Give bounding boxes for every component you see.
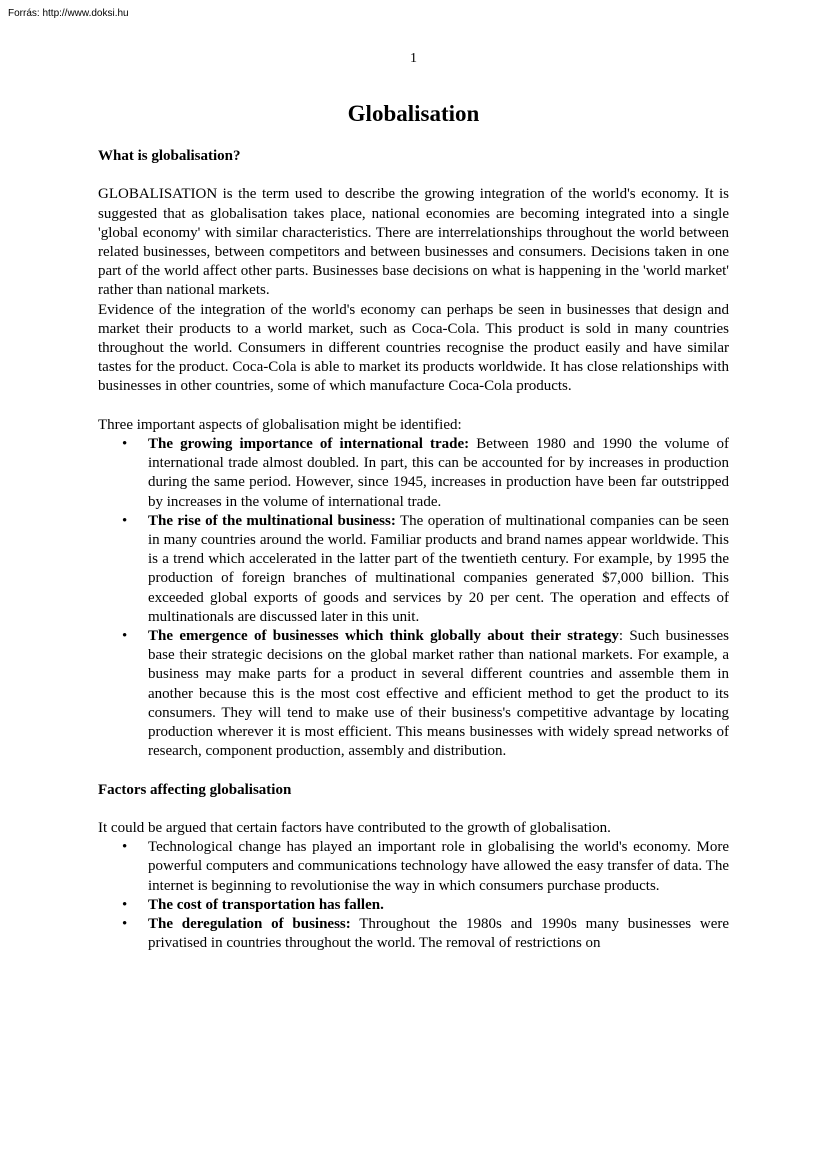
list-item bbox=[98, 627, 729, 761]
bullet-icon: • bbox=[122, 916, 128, 933]
list-item bbox=[98, 838, 729, 896]
list-item-text: : Such businesses base their strategic decisions on the global market rather than national markets. For example, a business may make parts for a product in several different countries and assemble them in another because this is the most cost effective and efficient method to get the product to its consumers. They will tend to make use of their business's competitive advantage by locating production wherever it is most efficient. This means businesses with widely spread networks of research, component production, assembly and distribution. bbox=[148, 628, 729, 760]
list-item-text: Throughout the 1980s and 1990s many businesses were privatised in countries throughout the world. The removal of restrictions on bbox=[148, 916, 730, 952]
list-item bbox=[98, 512, 729, 627]
list-item-lead: The rise of the multinational business: bbox=[148, 512, 396, 529]
section-heading-factors: Factors affecting globalisation bbox=[98, 781, 292, 798]
aspects-list bbox=[98, 435, 729, 761]
list-item-text: Between 1980 and 1990 the volume of international trade almost doubled. In part, this can be accounted for by increases in production during the same period. However, since 1945, increases in production have been far outstripped by increases in the volume of international trade. bbox=[148, 436, 730, 510]
section-heading-what-is-globalisation: What is globalisation? bbox=[98, 148, 241, 164]
spacer bbox=[98, 397, 729, 416]
paragraph-definition: GLOBALISATION is the term used to describe the growing integration of the world's economy. It is suggested that as globalisation takes place, national economies are becoming integrated into a single 'global economy' with similar characteristics. There are interrelationships throughout the world between related businesses, between competitors and between businesses and consumers. Decisions taken in one part of the world affect other parts. Businesses base decisions on what is happening in the 'world market' rather than national markets. bbox=[98, 186, 729, 299]
aspects-intro: Three important aspects of globalisation might be identified: bbox=[98, 416, 462, 433]
bullet-icon: • bbox=[122, 436, 128, 453]
list-item-lead: The emergence of businesses which think globally about their strategy bbox=[148, 628, 619, 645]
factors-intro: It could be argued that certain factors have contributed to the growth of globalisation. bbox=[98, 820, 611, 837]
list-item bbox=[98, 435, 729, 512]
list-item-lead: The deregulation of business: bbox=[148, 916, 351, 933]
bullet-icon: • bbox=[122, 896, 128, 913]
list-item-text: The operation of multinational companies can be seen in many countries around the world. Familiar products and brand names appear worldwide. This is a trend which accelerated in the latter part of the twentieth century. For example, by 1995 the production of foreign branches of multinational companies generated $7,000 billion. This exceeded global exports of goods and services by 20 per cent. The operation and effects of multinationals are discussed later in this unit. bbox=[148, 512, 730, 625]
bullet-icon: • bbox=[122, 628, 128, 645]
spacer bbox=[98, 166, 729, 185]
bullet-icon: • bbox=[122, 839, 128, 856]
source-watermark: Forrás: http://www.doksi.hu bbox=[8, 8, 129, 19]
list-item bbox=[98, 915, 729, 953]
bullet-icon: • bbox=[122, 512, 128, 529]
page-title: Globalisation bbox=[347, 101, 480, 126]
list-item-lead: The growing importance of international trade: bbox=[148, 436, 470, 453]
document-body bbox=[98, 147, 729, 953]
list-item bbox=[98, 896, 729, 915]
spacer bbox=[98, 761, 729, 780]
list-item-lead: The cost of transportation has fallen. bbox=[148, 896, 384, 913]
paragraph-evidence: Evidence of the integration of the world's economy can perhaps be seen in businesses that design and market their products to a world market, such as Coca-Cola. This product is sold in many countries throughout the world. Consumers in different countries recognise the product easily and have similar tastes for the product. Coca-Cola is able to market its products worldwide. It has close relationships with businesses in other countries, some of which manufacture Coca-Cola products. bbox=[98, 301, 729, 395]
spacer bbox=[98, 800, 729, 819]
page-number: 1 bbox=[410, 51, 417, 66]
factors-list bbox=[98, 838, 729, 953]
list-item-text: Technological change has played an important role in globalising the world's economy. More powerful computers and communications technology have allowed the easy transfer of data. The internet is beginning to revolutionise the way in which consumers purchase products. bbox=[148, 839, 729, 894]
